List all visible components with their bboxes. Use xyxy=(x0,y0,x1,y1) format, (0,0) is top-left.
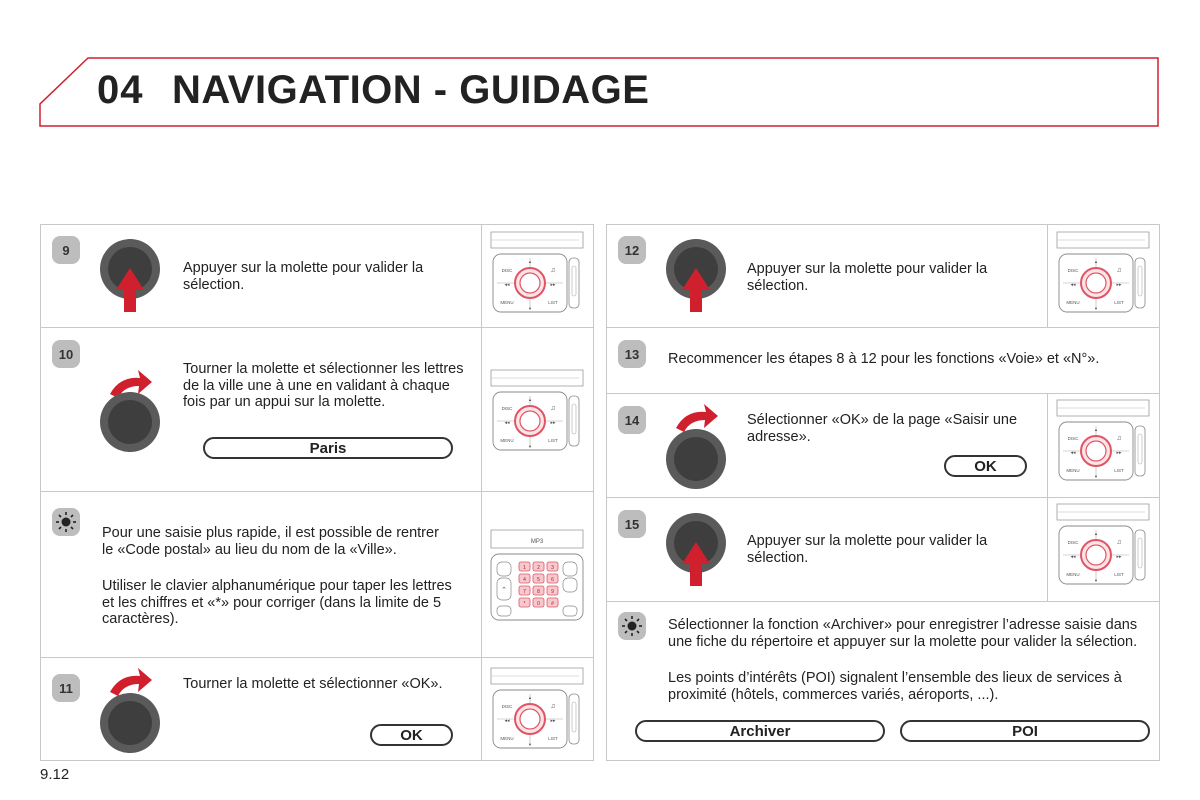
tip-icon xyxy=(618,612,646,640)
step-badge-10: 10 xyxy=(52,340,80,368)
svg-text:DISC: DISC xyxy=(501,406,513,411)
svg-text:♫: ♫ xyxy=(1116,435,1122,442)
row-divider xyxy=(41,491,593,492)
step11-text: Tourner la molette et sélectionner «OK». xyxy=(183,676,443,692)
svg-text:LIST: LIST xyxy=(1114,572,1124,577)
step13-text: Recommencer les étapes 8 à 12 pour les fonctions «Voie» et «N°». xyxy=(668,351,1100,367)
row-divider xyxy=(607,601,1159,602)
step12-text: Appuyer sur la molette pour valider la sélection. xyxy=(747,261,988,294)
control-panel-illustration xyxy=(487,664,587,756)
row-divider xyxy=(41,327,593,328)
ok-button[interactable]: OK xyxy=(370,724,453,746)
chapter-number: 04 xyxy=(97,68,144,112)
svg-text:MENU: MENU xyxy=(1066,572,1080,577)
svg-text:▼: ▼ xyxy=(528,742,532,747)
tip-text-2: Utiliser le clavier alphanumérique pour taper les lettres et les chiffres et «*» pour corriger (dans la limite de 5 caractères). xyxy=(102,578,452,627)
svg-text:MENU: MENU xyxy=(500,300,514,305)
step9-text: Appuyer sur la molette pour valider la sélection. xyxy=(183,260,424,293)
svg-text:4: 4 xyxy=(523,577,526,583)
step-badge-14: 14 xyxy=(618,406,646,434)
svg-text:MENU: MENU xyxy=(500,438,514,443)
svg-text:▸▸: ▸▸ xyxy=(550,420,556,426)
svg-text:♫: ♫ xyxy=(1116,267,1122,274)
svg-text:LIST: LIST xyxy=(548,438,558,443)
svg-text:LIST: LIST xyxy=(1114,300,1124,305)
svg-text:#: # xyxy=(551,601,554,607)
svg-text:▼: ▼ xyxy=(1094,306,1098,311)
paris-button[interactable]: Paris xyxy=(203,437,453,459)
svg-text:▼: ▼ xyxy=(1094,474,1098,479)
svg-text:0: 0 xyxy=(537,601,540,607)
svg-text:DISC: DISC xyxy=(1067,540,1079,545)
step-badge-12: 12 xyxy=(618,236,646,264)
svg-text:♫: ♫ xyxy=(550,267,556,274)
svg-text:8: 8 xyxy=(537,589,540,595)
svg-text:▲: ▲ xyxy=(1094,259,1098,264)
svg-text:3: 3 xyxy=(551,565,554,571)
step-badge-11: 11 xyxy=(52,674,80,702)
step-badge-9: 9 xyxy=(52,236,80,264)
tip-text-2: Les points d’intérêts (POI) signalent l’ensemble des lieux de services à proximité (hôtels, commerces variés, aéroports, ...). xyxy=(668,670,1122,703)
step-badge-13: 13 xyxy=(618,340,646,368)
svg-text:◂◂: ◂◂ xyxy=(504,420,510,426)
page-number: 9.12 xyxy=(40,766,70,783)
knob-press-icon xyxy=(664,236,734,316)
step-badge-15: 15 xyxy=(618,510,646,538)
knob-turn-icon xyxy=(664,404,734,494)
svg-text:▲: ▲ xyxy=(528,259,532,264)
svg-text:▼: ▼ xyxy=(528,306,532,311)
svg-text:MENU: MENU xyxy=(1066,468,1080,473)
svg-text:DISC: DISC xyxy=(1067,436,1079,441)
tip-text-1: Sélectionner la fonction «Archiver» pour enregistrer l’adresse saisie dans une fiche du répertoire et appuyer sur la molette pour valider la sélection. xyxy=(668,617,1138,650)
svg-text:DISC: DISC xyxy=(501,704,513,709)
keypad-illustration xyxy=(487,526,587,646)
svg-text:9: 9 xyxy=(551,589,554,595)
page-title: NAVIGATION - GUIDAGE xyxy=(172,68,650,112)
svg-text:▼: ▼ xyxy=(1094,578,1098,583)
row-divider xyxy=(607,327,1159,328)
svg-text:5: 5 xyxy=(537,577,540,583)
row-divider xyxy=(41,657,593,658)
svg-text:▸▸: ▸▸ xyxy=(1116,282,1122,288)
svg-text:▲: ▲ xyxy=(528,397,532,402)
svg-text:♫: ♫ xyxy=(550,703,556,710)
tip-text-1: Pour une saisie plus rapide, il est possible de rentrer le «Code postal» au lieu du nom de la «Ville». xyxy=(102,525,439,558)
knob-press-icon xyxy=(98,236,168,316)
svg-text:▼: ▼ xyxy=(528,444,532,449)
step15-text: Appuyer sur la molette pour valider la sélection. xyxy=(747,533,988,566)
svg-text:LIST: LIST xyxy=(548,736,558,741)
control-panel-illustration xyxy=(1053,500,1153,592)
control-panel-illustration xyxy=(1053,396,1153,488)
svg-text:♫: ♫ xyxy=(1116,539,1122,546)
knob-turn-icon xyxy=(98,370,168,455)
svg-text:1: 1 xyxy=(523,565,526,571)
svg-text:◂◂: ◂◂ xyxy=(1070,450,1076,456)
svg-text:⌃: ⌃ xyxy=(501,587,507,594)
svg-text:DISC: DISC xyxy=(1067,268,1079,273)
control-panel-illustration xyxy=(487,366,587,458)
svg-text:MENU: MENU xyxy=(1066,300,1080,305)
archiver-button[interactable]: Archiver xyxy=(635,720,885,742)
svg-text:MP3: MP3 xyxy=(530,539,544,545)
svg-text:▲: ▲ xyxy=(1094,427,1098,432)
svg-text:▸▸: ▸▸ xyxy=(550,718,556,724)
ok-button[interactable]: OK xyxy=(944,455,1027,477)
svg-text:▲: ▲ xyxy=(1094,531,1098,536)
svg-text:▸▸: ▸▸ xyxy=(1116,450,1122,456)
tip-icon xyxy=(52,508,80,536)
svg-text:*: * xyxy=(523,601,526,607)
svg-text:▸▸: ▸▸ xyxy=(550,282,556,288)
svg-text:▸▸: ▸▸ xyxy=(1116,554,1122,560)
svg-text:LIST: LIST xyxy=(1114,468,1124,473)
step10-text: Tourner la molette et sélectionner les lettres de la ville une à une en validant à chaque fois par un appui sur la molette. xyxy=(183,361,464,410)
svg-text:▲: ▲ xyxy=(528,695,532,700)
svg-text:◂◂: ◂◂ xyxy=(1070,282,1076,288)
svg-text:6: 6 xyxy=(551,577,554,583)
svg-text:7: 7 xyxy=(523,589,526,595)
knob-press-icon xyxy=(664,510,734,590)
control-panel-illustration xyxy=(487,228,587,320)
svg-text:◂◂: ◂◂ xyxy=(504,282,510,288)
control-panel-illustration xyxy=(1053,228,1153,320)
row-divider xyxy=(607,393,1159,394)
svg-text:MENU: MENU xyxy=(500,736,514,741)
step14-text: Sélectionner «OK» de la page «Saisir une adresse». xyxy=(747,412,1018,445)
knob-turn-icon xyxy=(98,668,168,758)
row-divider xyxy=(607,497,1159,498)
svg-text:2: 2 xyxy=(537,565,540,571)
svg-text:◂◂: ◂◂ xyxy=(504,718,510,724)
svg-text:♫: ♫ xyxy=(550,405,556,412)
svg-text:LIST: LIST xyxy=(548,300,558,305)
poi-button[interactable]: POI xyxy=(900,720,1150,742)
svg-text:◂◂: ◂◂ xyxy=(1070,554,1076,560)
svg-text:DISC: DISC xyxy=(501,268,513,273)
